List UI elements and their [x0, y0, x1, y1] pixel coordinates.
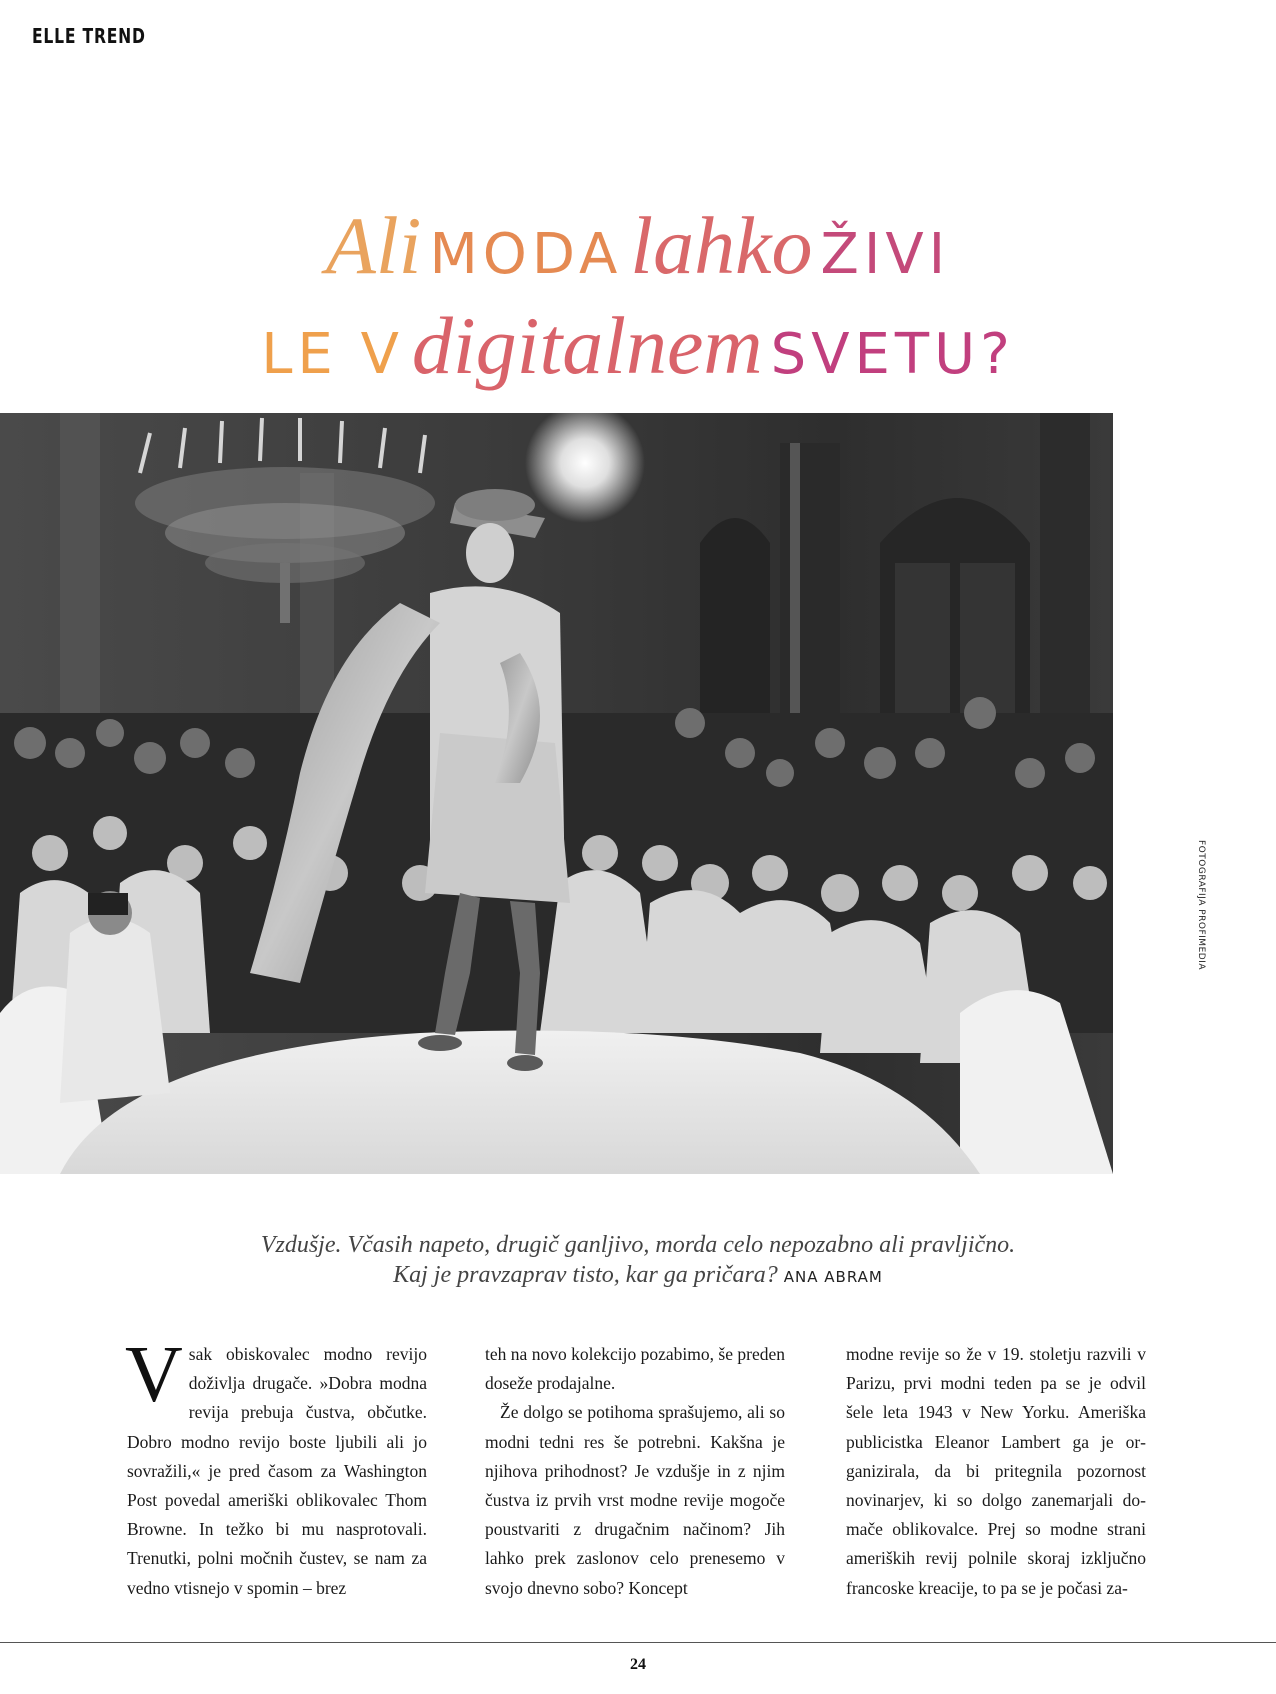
deck-line-2	[0, 1260, 1276, 1292]
body-text: sak obiskovalec modno revijo doživlja drugače. »Dobra modna revija prebuja čustva, občutke. Dobro modno revijo boste ljubili ali jo sovražili,« je pred časom za Washington Post povedal ameriški oblikovalec Thom Browne. In težko bi mu nasprotovali. Trenutki, polni močnih čustev, se nam za vedno vtisnejo v spomin – brez	[127, 1344, 427, 1598]
headline-line-1	[0, 196, 1276, 296]
runway-photo-illustration	[0, 413, 1113, 1174]
page-number: 24	[630, 1656, 646, 1673]
headline-word-le-v: LE V	[261, 322, 404, 387]
author-byline: ANA ABRAM	[783, 1268, 883, 1286]
body-paragraph: modne revije so že v 19. stoletju razvili v Parizu, prvi modni teden pa se je odvil šele leta 1943 v New Yorku. Ameriška publicistka Eleanor Lambert ga je organizirala, da bi pritegnila pozornost novinarjev, ki so dolgo zanemarjali domače oblikovalce. Prej so modne strani ameriških revij polnile skoraj izključno francoske kreacije, to pa se je počasi za-	[846, 1344, 1146, 1598]
runway-photo	[0, 413, 1113, 1174]
drop-cap: V	[125, 1331, 183, 1419]
body-paragraph	[125, 1331, 427, 1603]
body-paragraph: Že dolgo se potihoma sprašujemo, ali so modni tedni res še potrebni. Kakšna je njihova prihodnost? Je vzdušje in z njim čustva iz prvih vrst modne revije mogoče poustvariti z drugačnim načinom? Jih lahko prek zaslonov celo prenesemo v svojo dnevno sobo? Koncept	[485, 1402, 785, 1598]
section-label: ELLE TREND	[32, 24, 146, 48]
article-deck	[0, 1230, 1276, 1292]
body-column-3	[846, 1340, 1146, 1603]
body-column-2	[485, 1340, 785, 1603]
deck-line-1: Vzdušje. Včasih napeto, drugič ganljivo, morda celo nepozabno ali pravljično.	[260, 1232, 1016, 1258]
headline-word-moda: MODA	[429, 222, 623, 287]
headline-word-digitalnem: digitalnem	[411, 300, 763, 391]
body-column-1	[125, 1331, 427, 1603]
photo-credit: FOTOGRAFIJA PROFIMEDIA	[1196, 840, 1206, 970]
footer-divider	[0, 1642, 1276, 1643]
headline-word-zivi: ŽIVI	[820, 222, 951, 287]
headline-word-ali: Ali	[325, 200, 422, 291]
headline	[0, 196, 1276, 396]
headline-word-lahko: lahko	[630, 200, 813, 291]
headline-line-2	[0, 296, 1276, 396]
body-paragraph: teh na novo kolekcijo pozabimo, še preden doseže prodajalne.	[485, 1344, 785, 1394]
deck-line-2-text: Kaj je pravzaprav tisto, kar ga pričara?	[393, 1262, 778, 1288]
headline-word-svetu: SVETU?	[770, 322, 1015, 387]
